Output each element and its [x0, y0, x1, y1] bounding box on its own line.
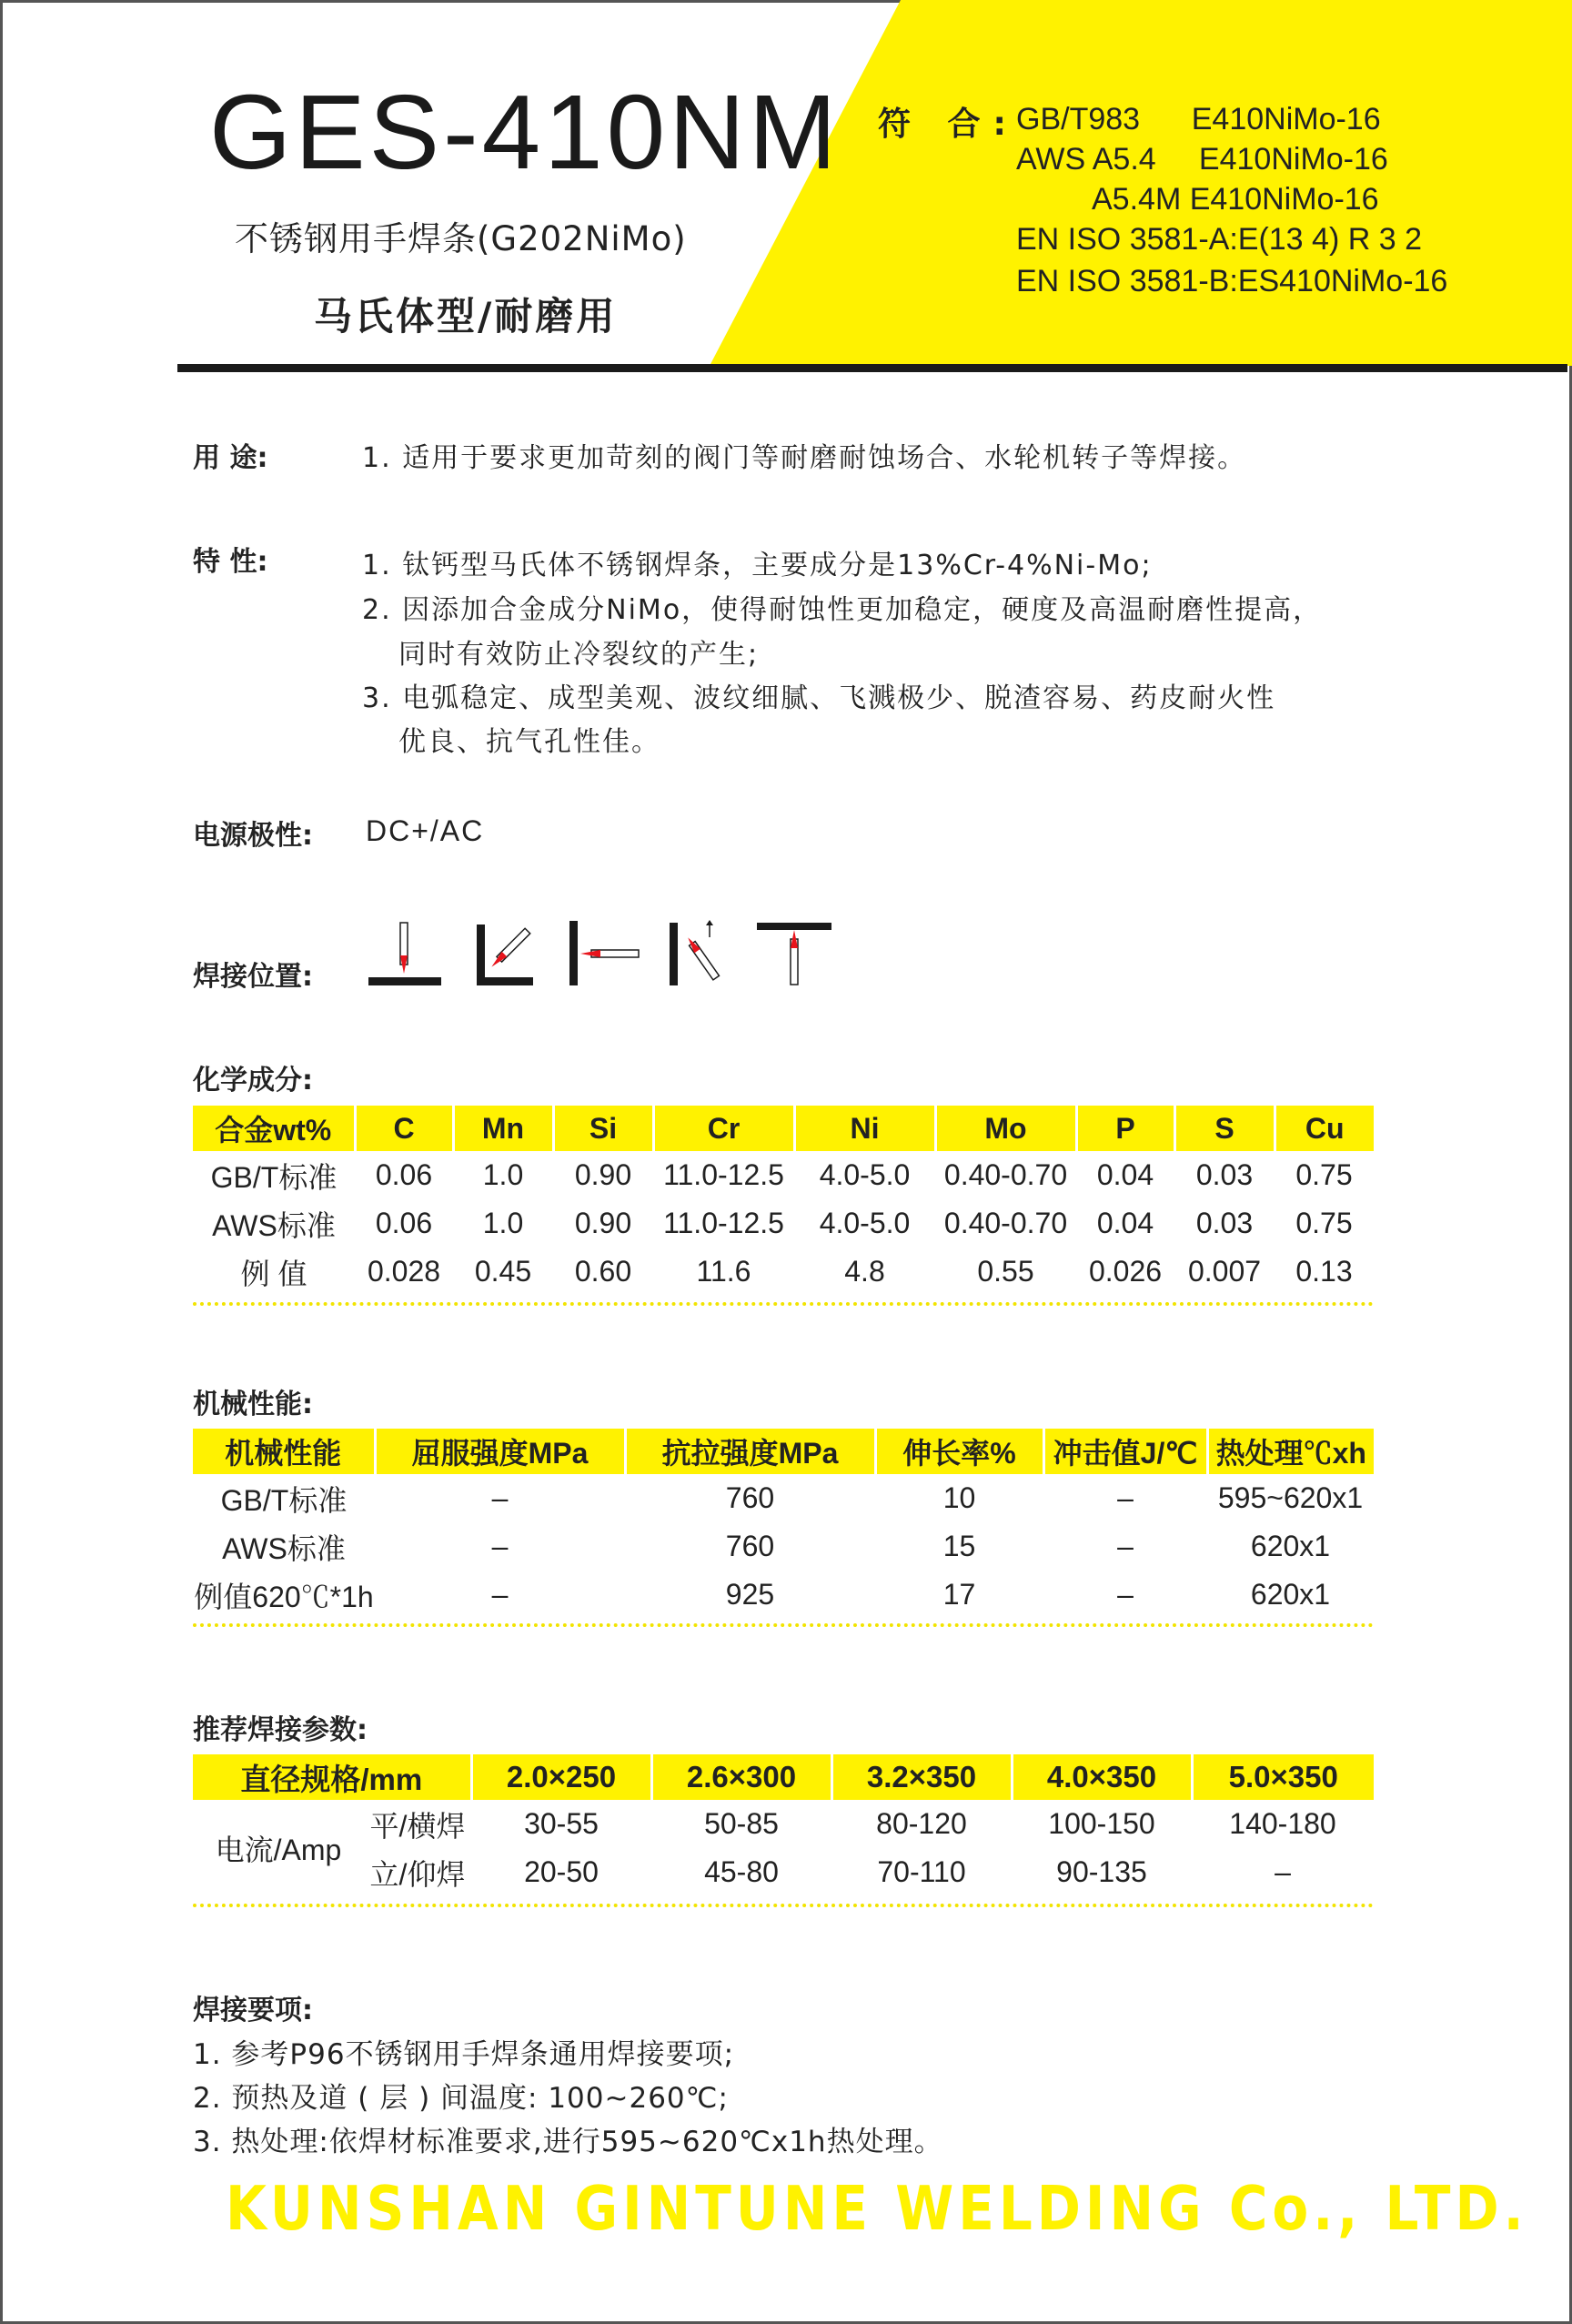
mech-header-heat-treatment: 热处理℃xh [1207, 1429, 1374, 1474]
horizontal-fillet-position-icon [471, 919, 553, 987]
table-cell: 0.04 [1096, 1158, 1154, 1191]
chemistry-table [193, 1106, 1374, 1296]
usage-line: 1. 适用于要求更加苛刻的阀门等耐磨耐蚀场合、水轮机转子等焊接。 [362, 442, 1247, 474]
table-row [193, 1522, 1374, 1571]
dotted-divider [193, 1302, 1374, 1306]
table-cell: – [1275, 1855, 1291, 1888]
table-row [193, 1474, 1374, 1522]
table-cell: 100-150 [1048, 1807, 1155, 1840]
table-cell: 0.13 [1295, 1255, 1353, 1288]
table-cell: 4.8 [844, 1255, 885, 1288]
current-label: 电流/Amp [215, 1834, 342, 1866]
params-header-size: 5.0×350 [1192, 1754, 1374, 1800]
table-cell: 1.0 [482, 1207, 524, 1239]
table-cell: 140-180 [1229, 1807, 1336, 1840]
table-cell: 70-110 [877, 1855, 966, 1888]
table-cell: 例值620℃*1h [194, 1580, 374, 1613]
table-cell: 0.45 [474, 1255, 532, 1288]
table-cell: 例 值 [240, 1257, 307, 1290]
table-cell: 620x1 [1250, 1578, 1331, 1611]
chem-header-mn: Mn [453, 1106, 553, 1151]
table-cell: 0.90 [574, 1158, 632, 1191]
dotted-divider [193, 1623, 1374, 1627]
table-cell: 0.60 [574, 1255, 632, 1288]
table-cell: 20-50 [524, 1855, 599, 1888]
table-cell: AWS标准 [222, 1531, 346, 1565]
table-cell: – [491, 1530, 509, 1562]
table-cell: 11.6 [696, 1255, 751, 1288]
chem-header-cr: Cr [653, 1106, 794, 1151]
vertical-up-position-icon [664, 919, 746, 987]
table-cell: 4.0-5.0 [819, 1207, 911, 1239]
table-cell: 45-80 [704, 1855, 779, 1888]
table-cell: 0.028 [367, 1255, 441, 1288]
table-cell: 0.75 [1295, 1207, 1353, 1239]
table-cell: 10 [942, 1481, 976, 1514]
note-line: 2. 预热及道 ( 层 ) 间温度: 100~260℃; [193, 2082, 729, 2115]
table-cell: 0.03 [1195, 1158, 1254, 1191]
chem-header-cu: Cu [1275, 1106, 1374, 1151]
mech-header-elongation: 伸长率% [875, 1429, 1043, 1474]
chem-header-c: C [355, 1106, 453, 1151]
chem-header-s: S [1174, 1106, 1275, 1151]
table-cell: 595~620x1 [1217, 1481, 1364, 1514]
table-cell: 0.90 [574, 1207, 632, 1239]
table-cell: 4.0-5.0 [819, 1158, 911, 1191]
table-cell: 11.0-12.5 [663, 1207, 784, 1239]
mech-header-tensile: 抗拉强度MPa [625, 1429, 875, 1474]
product-title: GES-410NM [209, 73, 841, 191]
chem-header-p: P [1076, 1106, 1174, 1151]
notes-label: 焊接要项: [193, 1995, 313, 2026]
table-cell: 15 [942, 1530, 976, 1562]
features-label: 特 性: [193, 546, 268, 578]
overhead-position-icon [755, 919, 837, 987]
table-row [193, 1199, 1374, 1248]
product-type: 马氏体型/耐磨用 [314, 294, 618, 338]
mechanical-label: 机械性能: [193, 1389, 313, 1420]
table-cell: – [1117, 1530, 1134, 1562]
table-cell: 0.007 [1187, 1255, 1262, 1288]
table-cell: 0.40-0.70 [943, 1158, 1068, 1191]
table-cell: 0.06 [375, 1158, 433, 1191]
usage-label: 用 途: [193, 442, 268, 474]
table-cell: 0.04 [1096, 1207, 1154, 1239]
standards-label: 符 合: [878, 106, 1019, 143]
table-cell: 30-55 [524, 1807, 599, 1840]
table-cell: – [1117, 1481, 1134, 1514]
params-header-size: 4.0×350 [1012, 1754, 1192, 1800]
standard-line: EN ISO 3581-A:E(13 4) R 3 2 [1016, 222, 1422, 257]
feature-line: 1. 钛钙型马氏体不锈钢焊条，主要成分是13%Cr-4%Ni-Mo; [362, 550, 1153, 581]
polarity-value: DC+/AC [366, 814, 485, 847]
params-header-size: 2.0×250 [471, 1754, 651, 1800]
mech-header-yield: 屈服强度MPa [375, 1429, 625, 1474]
product-subtitle: 不锈钢用手焊条(G202NiMo) [235, 219, 687, 258]
chemistry-label: 化学成分: [193, 1065, 313, 1096]
table-cell: – [1117, 1578, 1134, 1611]
mechanical-table [193, 1429, 1374, 1619]
table-cell: 925 [725, 1578, 775, 1611]
feature-line: 3. 电弧稳定、成型美观、波纹细腻、飞溅极少、脱渣容易、药皮耐火性 [362, 682, 1276, 714]
chem-header-mo: Mo [935, 1106, 1076, 1151]
table-cell: 1.0 [482, 1158, 524, 1191]
standard-line: A5.4M E410NiMo-16 [1092, 182, 1379, 217]
header-rule [177, 364, 1567, 372]
table-cell: 50-85 [704, 1807, 779, 1840]
note-line: 1. 参考P96不锈钢用手焊条通用焊接要项; [193, 2038, 735, 2071]
standard-line: EN ISO 3581-B:ES410NiMo-16 [1016, 264, 1448, 298]
table-cell: 11.0-12.5 [663, 1158, 784, 1191]
params-header-diameter: 直径规格/mm [193, 1754, 471, 1800]
table-cell: 760 [725, 1481, 775, 1514]
table-cell: 17 [942, 1578, 976, 1611]
flat-position-icon [364, 919, 446, 987]
table-cell: 0.06 [375, 1207, 433, 1239]
table-cell: 平/横焊 [369, 1809, 466, 1843]
table-cell: – [491, 1481, 509, 1514]
table-cell: 0.40-0.70 [943, 1207, 1068, 1239]
company-name: KUNSHAN GINTUNE WELDING Co., LTD. [226, 2173, 1528, 2245]
feature-line: 优良、抗气孔性佳。 [398, 726, 660, 758]
params-header-size: 3.2×350 [831, 1754, 1012, 1800]
table-cell: 80-120 [876, 1807, 967, 1840]
table-cell: 0.03 [1195, 1207, 1254, 1239]
mech-header-impact: 冲击值J/℃ [1043, 1429, 1207, 1474]
table-row [193, 1848, 1374, 1896]
dotted-divider [193, 1904, 1374, 1907]
horizontal-position-icon [564, 919, 646, 987]
standard-line: AWS A5.4 E410NiMo-16 [1016, 142, 1388, 177]
table-cell: GB/T标准 [220, 1483, 348, 1517]
note-line: 3. 热处理:依焊材标准要求,进行595~620℃x1h热处理。 [193, 2126, 943, 2158]
table-row [193, 1800, 1374, 1848]
feature-line: 同时有效防止冷裂纹的产生; [398, 639, 760, 671]
params-table [193, 1754, 1374, 1896]
table-row [193, 1248, 1374, 1296]
table-cell: 620x1 [1250, 1530, 1331, 1562]
table-cell: – [491, 1578, 509, 1611]
feature-line: 2. 因添加合金成分NiMo，使得耐蚀性更加稳定，硬度及高温耐磨性提高， [362, 594, 1323, 626]
mech-header-property: 机械性能 [193, 1429, 375, 1474]
table-row [193, 1571, 1374, 1619]
table-cell: 90-135 [1056, 1855, 1147, 1888]
table-row [193, 1151, 1374, 1199]
params-header-size: 2.6×300 [651, 1754, 831, 1800]
standard-line: GB/T983 E410NiMo-16 [1016, 102, 1381, 136]
table-cell: 0.75 [1295, 1158, 1353, 1191]
chem-header-ni: Ni [794, 1106, 935, 1151]
polarity-label: 电源极性: [193, 820, 313, 852]
table-cell: 760 [725, 1530, 775, 1562]
table-cell: 0.026 [1088, 1255, 1163, 1288]
table-cell: 0.55 [977, 1255, 1034, 1288]
chem-header-si: Si [553, 1106, 653, 1151]
chem-header-alloy: 合金wt% [193, 1106, 355, 1151]
table-cell: GB/T标准 [210, 1160, 338, 1194]
table-cell: 立/仰焊 [369, 1857, 466, 1891]
positions-label: 焊接位置: [193, 961, 313, 993]
table-cell: AWS标准 [212, 1208, 336, 1242]
params-label: 推荐焊接参数: [193, 1714, 368, 1746]
